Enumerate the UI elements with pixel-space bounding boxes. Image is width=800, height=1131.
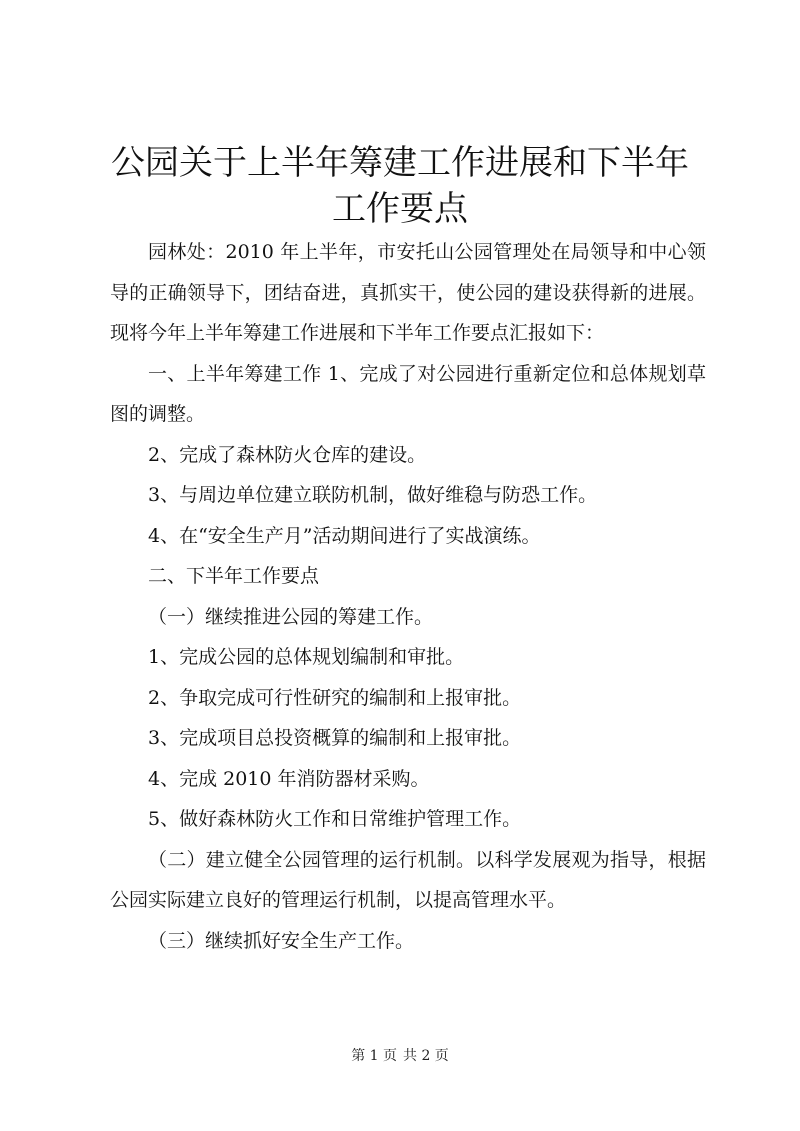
subsection-1-heading: （一）继续推进公园的筹建工作。 bbox=[148, 605, 434, 628]
page-footer bbox=[0, 1046, 800, 1066]
document-title: 公园关于上半年筹建工作进展和下半年工作要点 bbox=[111, 143, 689, 229]
paragraph-subsection-3: （三）继续抓好安全生产工作。 bbox=[148, 929, 415, 952]
paragraph-section-1-item-1: 一、上半年筹建工作 1、完成了对公园进行重新定位和总体规划草图的调整。 bbox=[110, 362, 706, 425]
paragraph-subsection-1-item-3: 3、完成项目总投资概算的编制和上报审批。 bbox=[148, 727, 522, 749]
paragraph-subsection-1-item-2: 2、争取完成可行性研究的编制和上报审批。 bbox=[148, 686, 522, 709]
paragraph-section-1-item-4: 4、在“安全生产月”活动期间进行了实战演练。 bbox=[148, 524, 541, 547]
paragraph-section-1-item-3: 3、与周边单位建立联防机制，做好维稳与防恐工作。 bbox=[148, 484, 598, 506]
paragraph-subsection-2: （二）建立健全公园管理的运行机制。以科学发展观为指导，根据公园实际建立良好的管理运行机制，以提高管理水平。 bbox=[110, 848, 706, 911]
paragraph-subsection-1-item-4: 4、完成 2010 年消防器材采购。 bbox=[148, 767, 430, 790]
document-body bbox=[110, 232, 706, 961]
paragraph-subsection-1-item-1: 1、完成公园的总体规划编制和审批。 bbox=[148, 646, 465, 668]
page-number: 第 1 页 bbox=[351, 1048, 397, 1064]
paragraph-subsection-1-item-5: 5、做好森林防火工作和日常维护管理工作。 bbox=[148, 808, 522, 830]
page-total: 共 2 页 bbox=[403, 1048, 449, 1064]
paragraph-section-1-item-2: 2、完成了森林防火仓库的建设。 bbox=[148, 443, 427, 466]
paragraph-intro: 园林处：2010 年上半年，市安托山公园管理处在局领导和中心领导的正确领导下，团结奋进，真抓实干，使公园的建设获得新的进展。现将今年上半年筹建工作进展和下半年工作要点汇报如下： bbox=[110, 241, 706, 344]
section-2-heading: 二、下半年工作要点 bbox=[148, 565, 320, 587]
